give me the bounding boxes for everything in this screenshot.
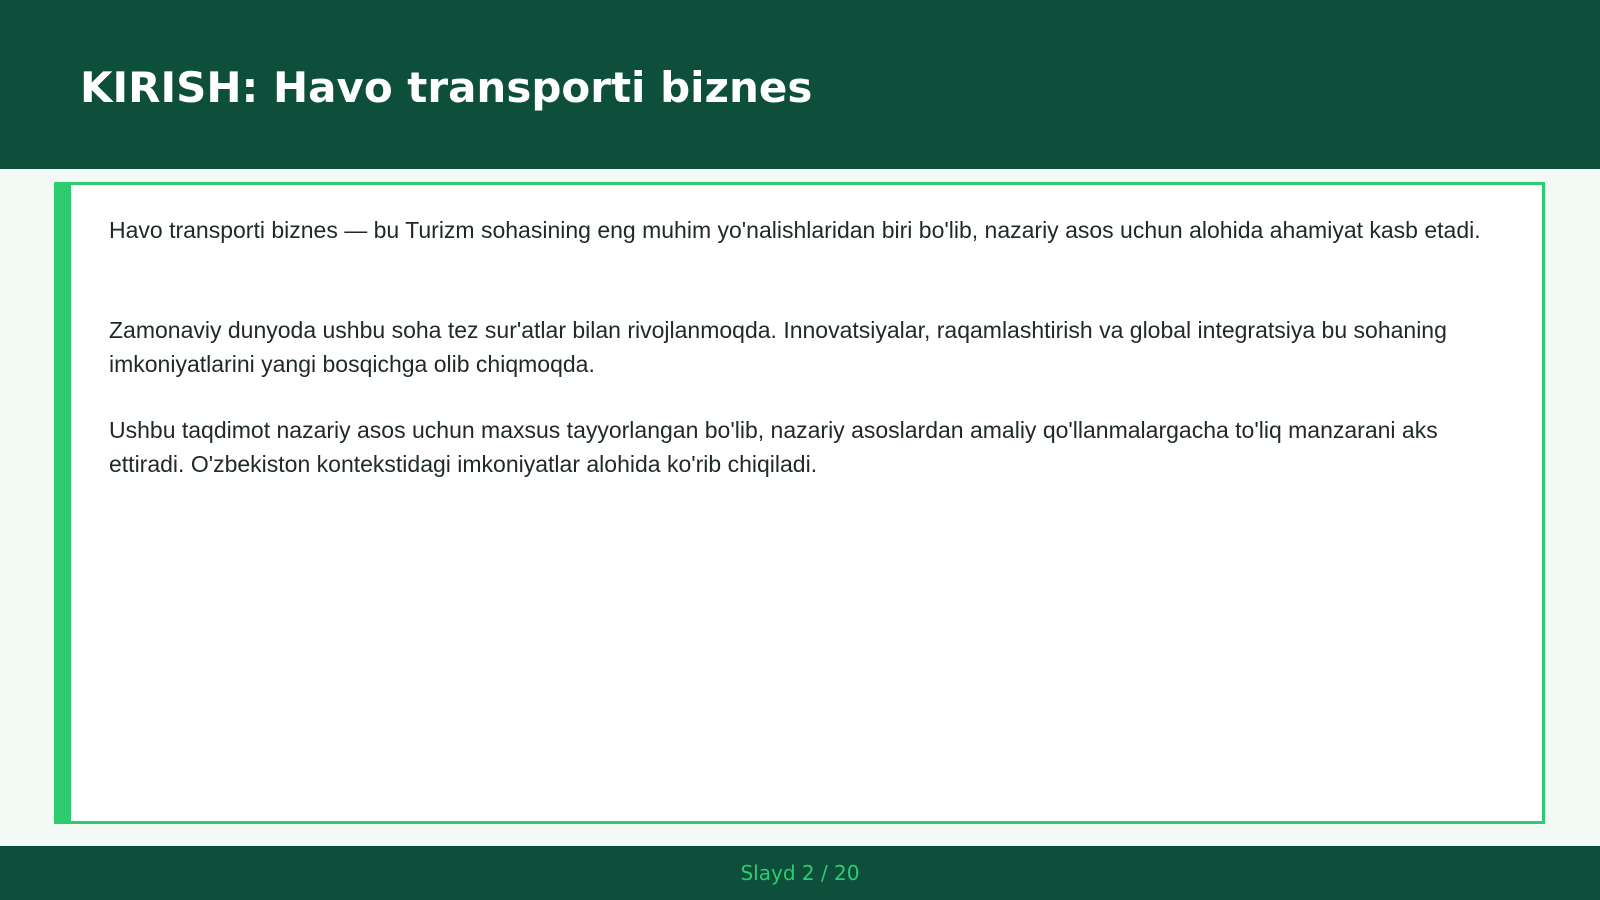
slide-header [0, 0, 1600, 169]
slide-title: KIRISH: Havo transporti biznes [80, 63, 813, 112]
paragraph-presentation-purpose: Ushbu taqdimot nazariy asos uchun maxsus tayyorlangan bo'lib, nazariy asoslardan amaliy qo'llanmalargacha to'liq manzarani aks ettiradi. O'zbekiston kontekstidagi imkoniyatlar alohida ko'rib chiqiladi. [109, 417, 1438, 477]
slide-counter: Slayd 2 / 20 [740, 861, 860, 885]
slide-footer [0, 846, 1600, 900]
paragraph-development: Zamonaviy dunyoda ushbu soha tez sur'atlar bilan rivojlanmoqda. Innovatsiyalar, raqamlashtirish va global integratsiya bu sohaning imkoniyatlarini yangi bosqichga olib chiqmoqda. [109, 317, 1447, 377]
paragraph-intro: Havo transporti biznes — bu Turizm sohasining eng muhim yo'nalishlaridan biri bo'lib, nazariy asos uchun alohida ahamiyat kasb etadi. [109, 217, 1481, 243]
content-panel [54, 182, 1545, 824]
